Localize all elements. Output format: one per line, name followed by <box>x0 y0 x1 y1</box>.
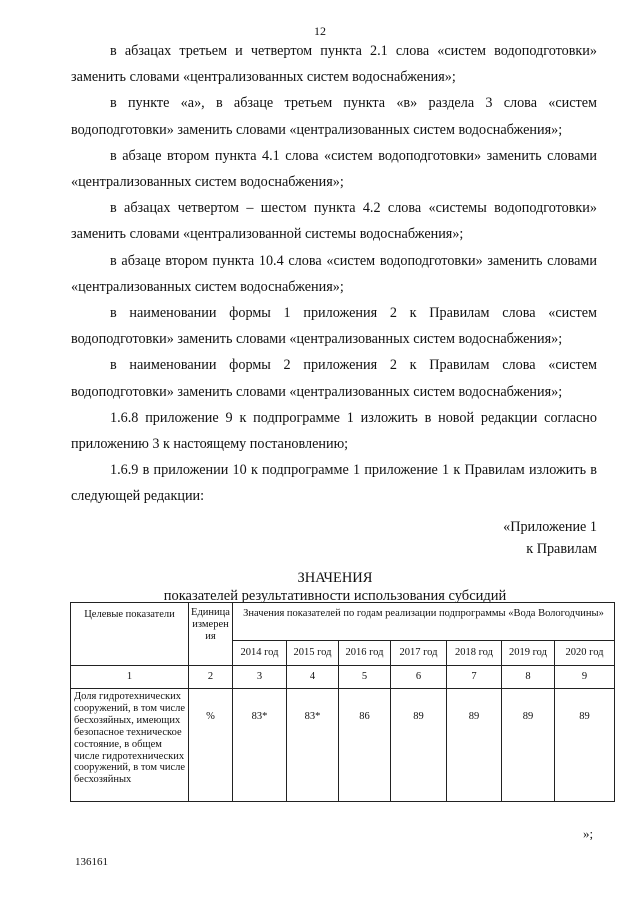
paragraph: в наименовании формы 2 приложения 2 к Правилам слова «систем водоподготовки» заменить словами «централизованных систем водоснабжения»; <box>71 357 597 400</box>
paragraph: в абзацах третьем и четвертом пункта 2.1 слова «систем водоподготовки» заменить словами «централизованных систем водоснабжения»; <box>71 43 597 86</box>
paragraph: 1.6.9 в приложении 10 к подпрограмме 1 приложение 1 к Правилам изложить в следующей редакции: <box>71 462 597 505</box>
column-number: 3 <box>233 666 287 689</box>
year-cell: 2017 год <box>391 641 447 666</box>
paragraph: в абзацах четвертом – шестом пункта 4.2 слова «системы водоподготовки» заменить словами «централизованной системы водоснабжения»; <box>71 200 597 243</box>
header-indicator: Целевые показатели <box>71 603 189 666</box>
table-title-main: ЗНАЧЕНИЯ <box>297 570 373 586</box>
column-number: 1 <box>71 666 189 689</box>
column-number: 9 <box>555 666 615 689</box>
paragraph: в пункте «а», в абзаце третьем пункта «в» раздела 3 слова «систем водоподготовки» заменить словами «централизованных систем водоснабжения»; <box>71 95 597 138</box>
value-2020: 89 <box>555 689 615 802</box>
column-number: 2 <box>189 666 233 689</box>
column-number-row <box>71 666 615 689</box>
year-cell: 2015 год <box>287 641 339 666</box>
year-cell: 2018 год <box>447 641 502 666</box>
value-2018: 89 <box>447 689 502 802</box>
paragraph: 1.6.8 приложение 9 к подпрограмме 1 изложить в новой редакции согласно приложению 3 к настоящему постановлению; <box>71 409 597 453</box>
column-number: 4 <box>287 666 339 689</box>
unit-value: % <box>189 689 233 802</box>
paragraph: в абзаце втором пункта 10.4 слова «систем водоподготовки» заменить словами «централизованных систем водоснабжения»; <box>71 252 597 295</box>
value-2015: 83* <box>287 689 339 802</box>
value-2017: 89 <box>391 689 447 802</box>
table-title <box>0 569 640 605</box>
appendix-note-line-1: «Приложение 1 <box>503 519 597 535</box>
column-number: 7 <box>447 666 502 689</box>
column-number: 6 <box>391 666 447 689</box>
year-cell: 2014 год <box>233 641 287 666</box>
table-title-subtitle: показателей результативности использования субсидий <box>163 588 507 604</box>
document-code: 136161 <box>75 856 108 868</box>
page-number: 12 <box>314 24 326 38</box>
year-cell: 2019 год <box>502 641 555 666</box>
appendix-note-line-2: к Правилам <box>526 541 597 557</box>
value-2019: 89 <box>502 689 555 802</box>
header-unit: Единица измерения <box>189 603 233 666</box>
paragraph: в абзаце втором пункта 4.1 слова «систем водоподготовки» заменить словами «централизованных систем водоснабжения»; <box>71 147 597 191</box>
value-2016: 86 <box>339 689 391 802</box>
table-row <box>71 689 615 802</box>
appendix-note <box>503 516 597 560</box>
header-values: Значения показателей по годам реализации подпрограммы «Вода Вологодчины» <box>233 603 615 641</box>
value-2014: 83* <box>233 689 287 802</box>
column-number: 8 <box>502 666 555 689</box>
year-cell: 2016 год <box>339 641 391 666</box>
indicator-name: Доля гидротехнических сооружений, в том числе бесхозяйных, имеющих безопасное техническое состояние, в общем числе гидротехнических сооружений, в том числе бесхозяйных <box>71 689 189 802</box>
indicators-table <box>70 602 615 802</box>
year-cell: 2020 год <box>555 641 615 666</box>
paragraph: в наименовании формы 1 приложения 2 к Правилам слова «систем водоподготовки» заменить словами «централизованных систем водоснабжения»; <box>71 305 597 348</box>
closing-quote: »; <box>583 826 594 841</box>
column-number: 5 <box>339 666 391 689</box>
amendment-text <box>71 38 597 510</box>
table-header-row <box>71 603 615 641</box>
